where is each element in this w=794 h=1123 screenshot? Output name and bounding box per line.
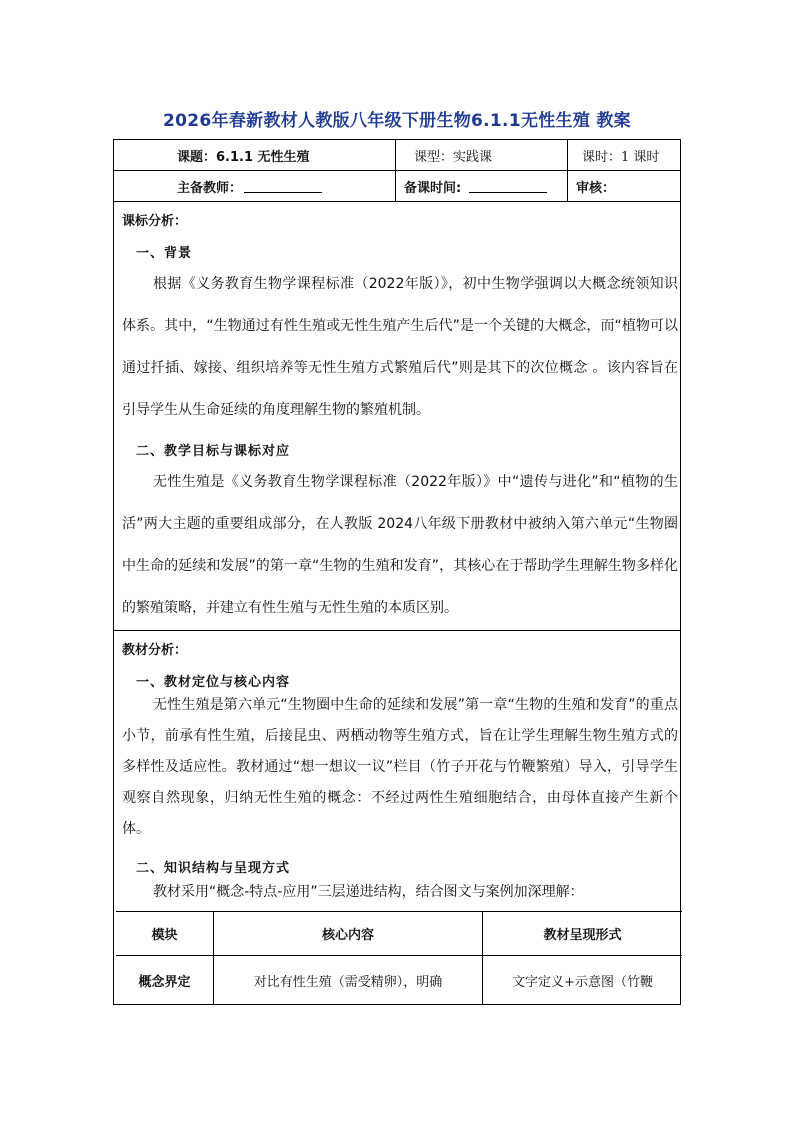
prep-time-cell [395,171,567,201]
table-header-content: 核心内容 [213,912,482,955]
textbook-heading: 教材分析： [122,643,188,658]
table-cell-module: 概念界定 [116,955,213,1005]
period-cell [567,140,680,170]
textbook-para2: 教材采用“概念-特点-应用”三层递进结构，结合图文与案例加深理解： [153,884,584,900]
teacher-cell [114,171,395,201]
curriculum-para2: 无性生殖是《义务教育生物学课程标准（2022年版）》中“遗传与进化”和“植物的生活”两大主题的重要组成部分，在人教版 2024八年级下册教材中被纳入第六单元“生物圈中生命的延续和发展”的第一章“生物的生殖和发育”，其核心在于帮助学生理解生物多样化的繁殖策略，并建立有性生殖与无性生殖的本质区别。 [122,474,678,616]
topic-label: 课题：6.1.1 无性生殖 [177,149,310,165]
review-cell [567,171,680,201]
review-label: 审核： [576,180,616,196]
table-cell-format: 文字定义+示意图（竹鞭 [482,955,682,1005]
textbook-para1: 无性生殖是第六单元“生物圈中生命的延续和发展”第一章“生物的生殖和发育”的重点小节，前承有性生殖，后接昆虫、两栖动物等生殖方式，旨在让学生理解生物生殖方式的多样性及适应性。教材通过“想一想议一议”栏目（竹子开花与竹鞭繁殖）导入，引导学生观察自然现象，归纳无性生殖的概念：不经过两性生殖细胞结合，由母体直接产生新个体。 [122,697,678,837]
curriculum-sub2: 二、教学目标与课标对应 [136,444,291,459]
table-header-module: 模块 [151,928,178,943]
topic-cell [114,140,395,170]
period-label: 课时：1 课时 [582,149,660,165]
type-label: 课型：实践课 [414,149,493,165]
structure-table [116,911,682,1006]
document-title: 2026年春新教材人教版八年级下册生物6.1.1无性生殖 教案 [163,111,631,131]
type-cell [395,140,567,170]
curriculum-sub1: 一、背景 [136,246,193,261]
header-row-2 [114,171,680,202]
teacher-label: 主备教师： [177,180,243,196]
prep-time-blank[interactable] [469,180,547,193]
prep-time-label: 备课时间: [404,180,462,196]
curriculum-para1: 根据《义务教育生物学课程标准（2022年版）》，初中生物学强调以大概念统领知识体系。其中，“生物通过有性生殖或无性生殖产生后代”是一个关键的大概念，而“植物可以通过扦插、嫁接、组织培养等无性生殖方式繁殖后代”则是其下的次位概念 。该内容旨在引导学生从生命延续的角度理解生物的繁殖机制。 [122,276,678,418]
textbook-sub1: 一、教材定位与核心内容 [136,675,291,690]
textbook-sub2: 二、知识结构与呈现方式 [136,861,291,876]
curriculum-heading: 课标分析： [122,214,188,229]
table-header-format: 教材呈现形式 [482,912,682,955]
teacher-blank[interactable] [244,180,322,193]
curriculum-section [114,202,680,631]
lesson-plan-table [113,139,681,1005]
header-row-1 [114,140,680,171]
table-cell-content: 对比有性生殖（需受精卵），明确 [213,955,482,1005]
